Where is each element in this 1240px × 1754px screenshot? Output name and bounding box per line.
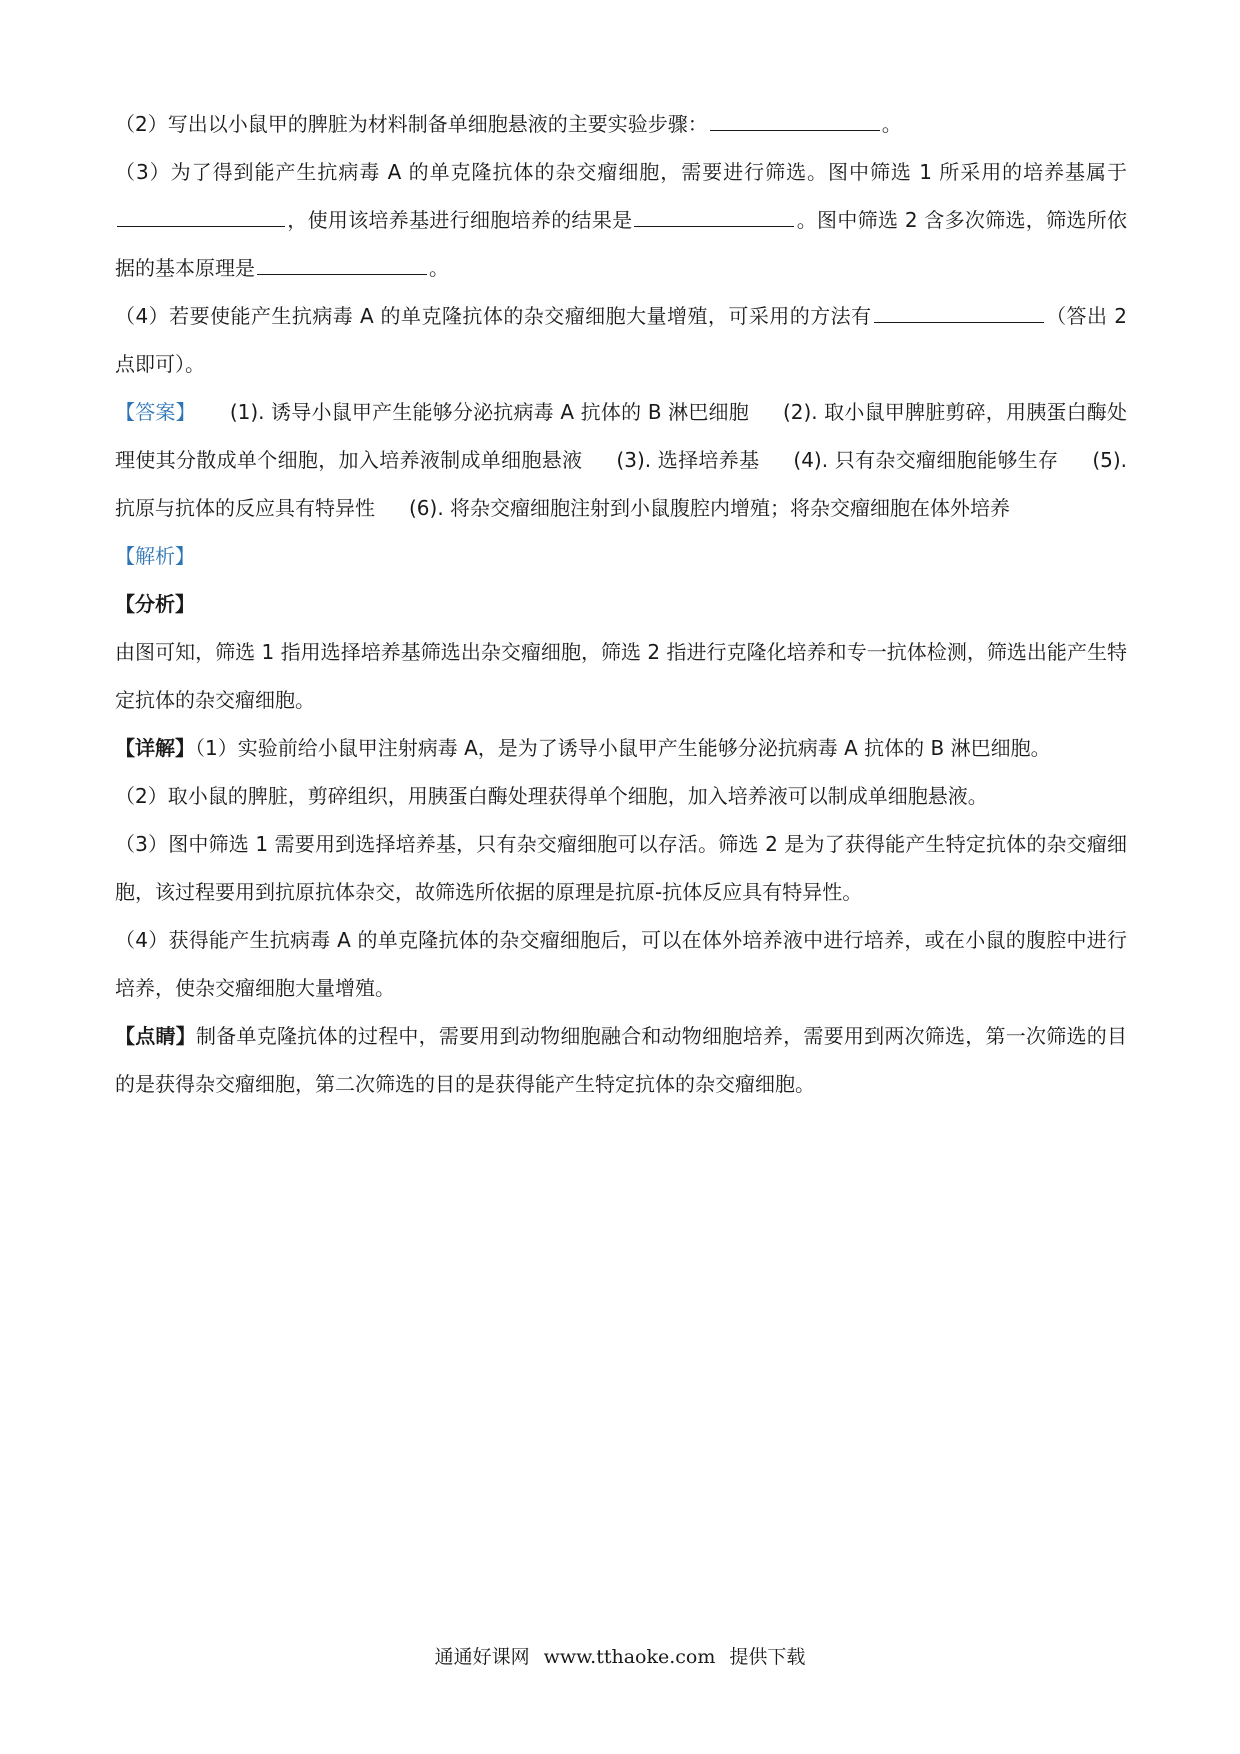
detail-paragraph-2 [115, 772, 1127, 820]
question-2 [115, 100, 1127, 148]
footer-url: www.tthaoke.com [543, 1646, 716, 1668]
answer-blank-5 [874, 296, 1044, 323]
answer-section [115, 388, 1127, 532]
fenxi-tag: 【分析】 [115, 592, 195, 616]
question-3-end: 。 [429, 256, 449, 280]
point-paragraph [115, 1012, 1127, 1108]
answer-item-5: (5). 抗原与抗体的反应具有特异性 [115, 448, 1128, 520]
detail-paragraph-3 [115, 820, 1127, 916]
point-text: 制备单克隆抗体的过程中，需要用到动物细胞融合和动物细胞培养，需要用到两次筛选，第一次筛选的目的是获得杂交瘤细胞，第二次筛选的目的是获得能产生特定抗体的杂交瘤细胞。 [115, 1024, 1128, 1096]
question-3-part2: ，使用该培养基进行细胞培养的结果是 [287, 208, 633, 232]
detail-text-3: （3）图中筛选 1 需要用到选择培养基，只有杂交瘤细胞可以存活。筛选 2 是为了获得能产生特定抗体的杂交瘤细胞，该过程要用到抗原抗体杂交，故筛选所依据的原理是抗原-抗体反应具有特异性。 [115, 832, 1127, 904]
detail-text-1: （1）实验前给小鼠甲注射病毒 A，是为了诱导小鼠甲产生能够分泌抗病毒 A 抗体的 B 淋巴细胞。 [195, 736, 1051, 760]
question-2-text: （2）写出以小鼠甲的脾脏为材料制备单细胞悬液的主要实验步骤： [115, 112, 708, 136]
answer-item-4: (4). 只有杂交瘤细胞能够生存 [793, 448, 1059, 472]
detail-text-4: （4）获得能产生抗病毒 A 的单克隆抗体的杂交瘤细胞后，可以在体外培养液中进行培养，或在小鼠的腹腔中进行培养，使杂交瘤细胞大量增殖。 [115, 928, 1127, 1000]
question-2-end: 。 [881, 112, 902, 136]
analysis-heading [115, 532, 1127, 580]
answer-item-1: (1). 诱导小鼠甲产生能够分泌抗病毒 A 抗体的 B 淋巴细胞 [229, 400, 749, 424]
point-tag: 【点睛】 [115, 1024, 196, 1048]
question-4-part1: （4）若要使能产生抗病毒 A 的单克隆抗体的杂交瘤细胞大量增殖，可采用的方法有 [115, 304, 872, 328]
detail-paragraph-4 [115, 916, 1127, 1012]
question-3-part3: 。图中筛选 2 含多次筛选，筛选所依据的基本原理是 [115, 208, 1127, 280]
question-3 [115, 148, 1127, 292]
question-4 [115, 292, 1127, 388]
fenxi-heading [115, 580, 1127, 628]
question-4-end: （答出 2 点即可）。 [115, 304, 1127, 376]
answer-blank-2 [117, 200, 285, 227]
answer-blank-4 [257, 248, 427, 275]
detail-paragraph-1 [115, 724, 1127, 772]
answer-blank-1 [710, 104, 880, 131]
analysis-tag: 【解析】 [115, 544, 195, 568]
footer-site-name: 通通好课网 [434, 1646, 530, 1668]
answer-tag: 【答案】 [115, 400, 196, 424]
detail-tag: 【详解】 [115, 736, 195, 760]
answer-item-6: (6). 将杂交瘤细胞注射到小鼠腹腔内增殖；将杂交瘤细胞在体外培养 [409, 496, 1011, 520]
document-body [115, 100, 1127, 1108]
fenxi-paragraph [115, 628, 1127, 724]
fenxi-text: 由图可知，筛选 1 指用选择培养基筛选出杂交瘤细胞，筛选 2 指进行克隆化培养和专一抗体检测，筛选出能产生特定抗体的杂交瘤细胞。 [115, 640, 1127, 712]
detail-text-2: （2）取小鼠的脾脏，剪碎组织，用胰蛋白酶处理获得单个细胞，加入培养液可以制成单细胞悬液。 [115, 784, 988, 808]
page-footer [0, 1642, 1240, 1669]
answer-item-3: (3). 选择培养基 [616, 448, 760, 472]
answer-item-2: (2). 取小鼠甲脾脏剪碎，用胰蛋白酶处理使其分散成单个细胞，加入培养液制成单细胞悬液 [115, 400, 1128, 472]
answer-blank-3 [634, 200, 794, 227]
footer-suffix: 提供下载 [729, 1646, 806, 1668]
question-3-part1: （3）为了得到能产生抗病毒 A 的单克隆抗体的杂交瘤细胞，需要进行筛选。图中筛选 1 所采用的培养基属于 [115, 160, 1127, 184]
